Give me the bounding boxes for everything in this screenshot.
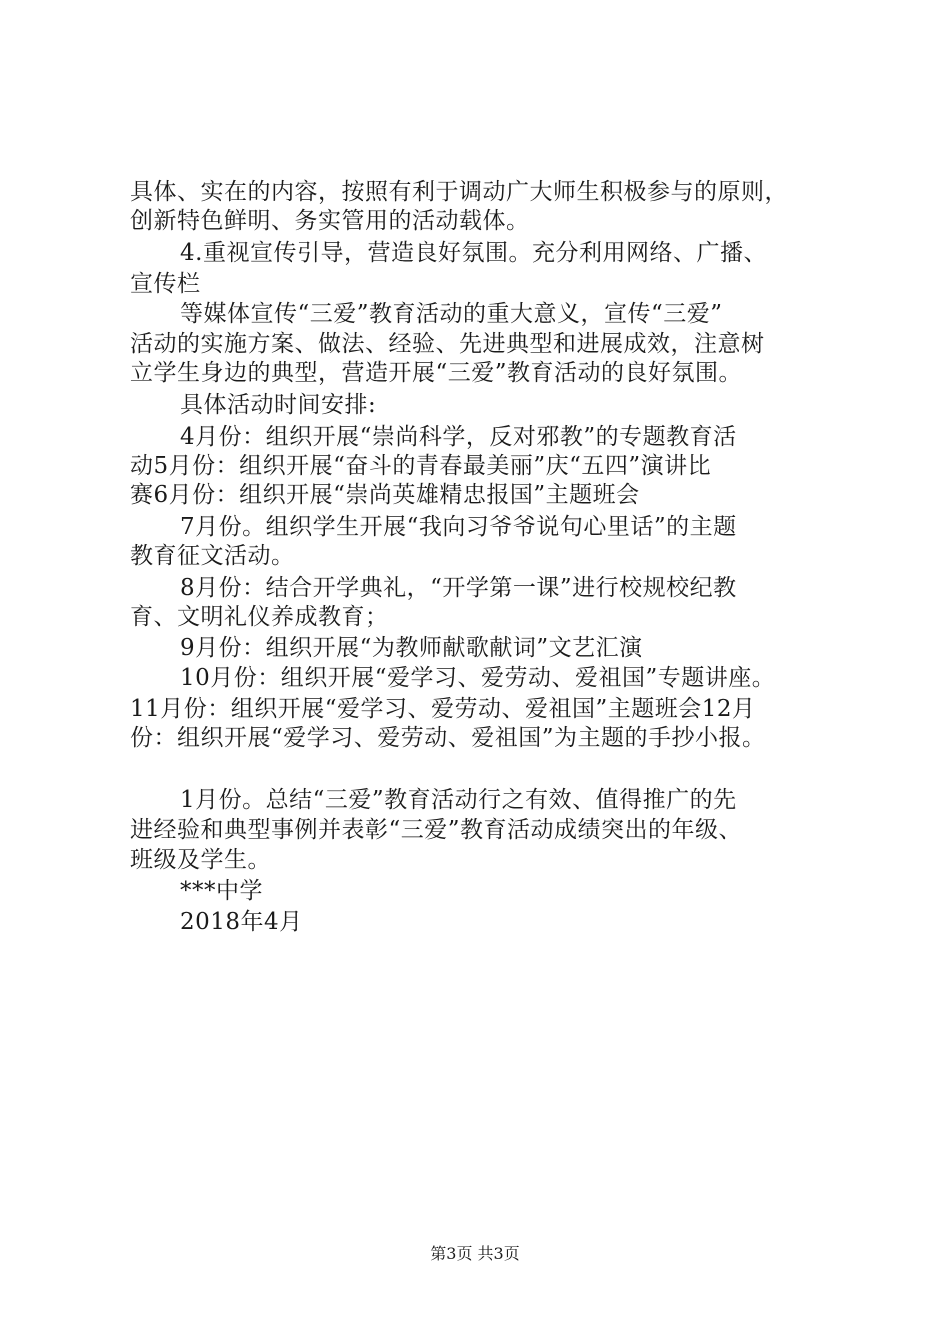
paragraph-line: 8月份：结合开学典礼，“开学第一课”进行校规校纪教 [180, 575, 737, 601]
paragraph-line: 4月份：组织开展“崇尚科学，反对邪教”的专题教育活 [180, 424, 737, 450]
paragraph-line: 教育征文活动。 [130, 543, 295, 569]
paragraph-line: 创新特色鲜明、务实管用的活动载体。 [130, 208, 530, 234]
paragraph-line: 9月份：组织开展“为教师献歌献词”文艺汇演 [180, 635, 643, 661]
paragraph-line: 4.重视宣传引导，营造良好氛围。充分利用网络、广播、 [180, 240, 767, 266]
paragraph-line: 进经验和典型事例并表彰“三爱”教育活动成绩突出的年级、 [130, 817, 743, 843]
paragraph-line: 11月份：组织开展“爱学习、爱劳动、爱祖国”主题班会12月 [130, 696, 756, 722]
page-footer: 第3页 共3页 [430, 1244, 520, 1263]
paragraph-line: 班级及学生。 [130, 847, 271, 873]
paragraph-line: 10月份：组织开展“爱学习、爱劳动、爱祖国”专题讲座。 [180, 665, 776, 691]
paragraph-line: 7月份。组织学生开展“我向习爷爷说句心里话”的主题 [180, 514, 737, 540]
paragraph-line: 等媒体宣传“三爱”教育活动的重大意义，宣传“三爱” [180, 301, 723, 327]
paragraph-line: 具体、实在的内容，按照有利于调动广大师生积极参与的原则， [130, 179, 788, 205]
paragraph-line: 赛6月份：组织开展“崇尚英雄精忠报国”主题班会 [130, 482, 640, 508]
paragraph-line: 育、文明礼仪养成教育； [130, 604, 389, 630]
paragraph-line: 立学生身边的典型，营造开展“三爱”教育活动的良好氛围。 [130, 360, 743, 386]
paragraph-line: 宣传栏 [130, 271, 201, 297]
paragraph-line: 1月份。总结“三爱”教育活动行之有效、值得推广的先 [180, 787, 737, 813]
signature-date: 2018年4月 [180, 909, 303, 935]
paragraph-line: 活动的实施方案、做法、经验、先进典型和进展成效，注意树 [130, 331, 765, 357]
signature-school: ***中学 [180, 878, 263, 904]
paragraph-line: 动5月份：组织开展“奋斗的青春最美丽”庆“五四”演讲比 [130, 453, 712, 479]
paragraph-line: 具体活动时间安排: [180, 392, 377, 418]
paragraph-line: 份：组织开展“爱学习、爱劳动、爱祖国”为主题的手抄小报。 [130, 725, 766, 751]
